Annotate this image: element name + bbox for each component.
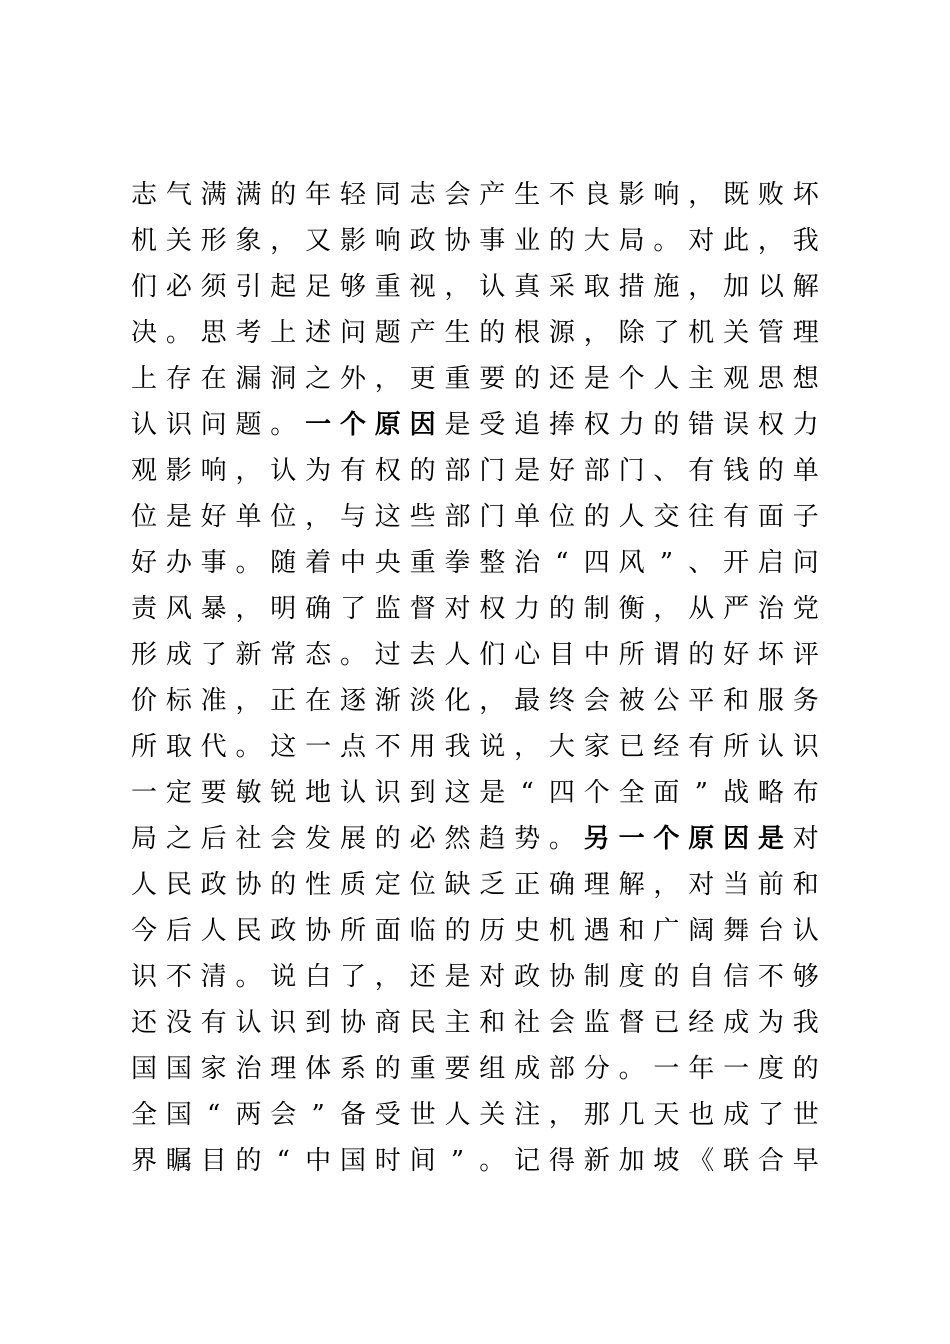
- text-line: 机 关 形 象 ， 又 影 响 政 协 事 业 的 大 局 。 对 此 ， 我: [130, 226, 819, 256]
- text-line: 国 国 家 治 理 体 系 的 重 要 组 成 部 分 。 一 年 一 度 的: [130, 1054, 819, 1084]
- text-line: 界 瞩 目 的 “ 中 国 时 间 ” 。 记 得 新 加 坡 《 联 合 早: [130, 1146, 819, 1176]
- text-line: 认 识 问 题 。 一 个 原 因 是 受 追 捧 权 力 的 错 误 权 力: [130, 410, 819, 440]
- text-line: 好 办 事 。 随 着 中 央 重 拳 整 治 “ 四 风 ” 、 开 启 问: [130, 548, 819, 578]
- body-paragraph: [130, 172, 820, 1184]
- text-line: 今 后 人 民 政 协 所 面 临 的 历 史 机 遇 和 广 阔 舞 台 认: [130, 916, 819, 946]
- text-line: 局 之 后 社 会 发 展 的 必 然 趋 势 。 另 一 个 原 因 是 对: [130, 824, 819, 854]
- text-line: 所 取 代 。 这 一 点 不 用 我 说 ， 大 家 已 经 有 所 认 识: [130, 732, 819, 762]
- text-line: 观 影 响 ， 认 为 有 权 的 部 门 是 好 部 门 、 有 钱 的 单: [130, 456, 819, 486]
- text-line: 形 成 了 新 常 态 。 过 去 人 们 心 目 中 所 谓 的 好 坏 评: [130, 640, 819, 670]
- text-line: 决 。 思 考 上 述 问 题 产 生 的 根 源 ， 除 了 机 关 管 理: [130, 318, 819, 348]
- text-line: 们 必 须 引 起 足 够 重 视 ， 认 真 采 取 措 施 ， 加 以 解: [130, 272, 819, 302]
- text-line: 全 国 “ 两 会 ” 备 受 世 人 关 注 ， 那 几 天 也 成 了 世: [130, 1100, 819, 1130]
- text-line: 一 定 要 敏 锐 地 认 识 到 这 是 “ 四 个 全 面 ” 战 略 布: [130, 778, 819, 808]
- text-line: 责 风 暴 ， 明 确 了 监 督 对 权 力 的 制 衡 ， 从 严 治 党: [130, 594, 819, 624]
- text-line: 志 气 满 满 的 年 轻 同 志 会 产 生 不 良 影 响 ， 既 败 坏: [130, 180, 819, 210]
- text-line: 人 民 政 协 的 性 质 定 位 缺 乏 正 确 理 解 ， 对 当 前 和: [130, 870, 819, 900]
- text-line: 还 没 有 认 识 到 协 商 民 主 和 社 会 监 督 已 经 成 为 我: [130, 1008, 819, 1038]
- text-line: 上 存 在 漏 洞 之 外 ， 更 重 要 的 还 是 个 人 主 观 思 想: [130, 364, 819, 394]
- text-line: 价 标 准 ， 正 在 逐 渐 淡 化 ， 最 终 会 被 公 平 和 服 务: [130, 686, 819, 716]
- text-line: 识 不 清 。 说 白 了 ， 还 是 对 政 协 制 度 的 自 信 不 够: [130, 962, 819, 992]
- text-line: 位 是 好 单 位 ， 与 这 些 部 门 单 位 的 人 交 往 有 面 子: [130, 502, 819, 532]
